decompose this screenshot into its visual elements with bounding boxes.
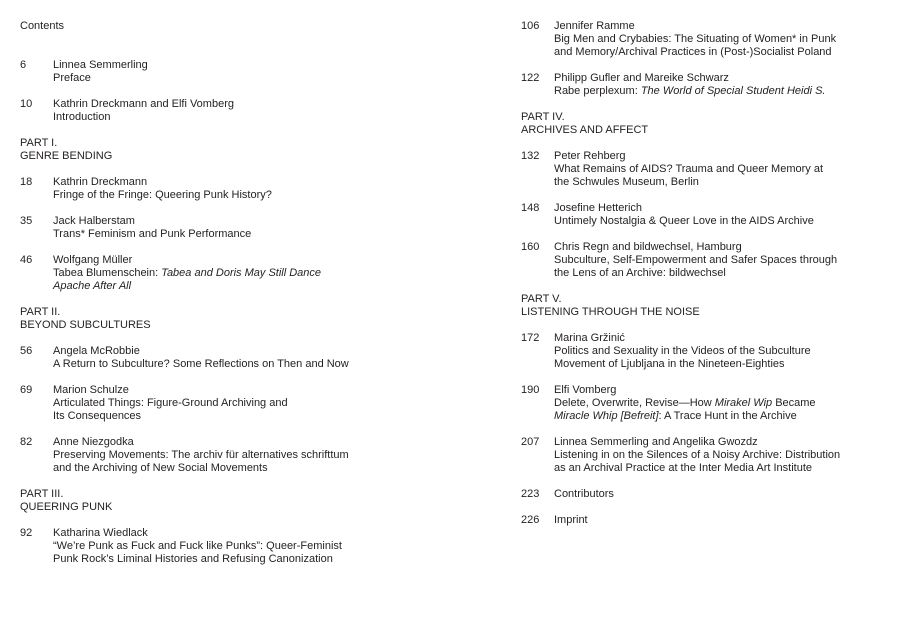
entry-author: Chris Regn and bildwechsel, Hamburg: [554, 241, 742, 253]
part-title: BEYOND SUBCULTURES: [20, 319, 151, 331]
page-number: 92: [20, 527, 33, 539]
page-number: 56: [20, 345, 33, 357]
toc-entry[interactable]: [521, 72, 891, 98]
part-label: PART III.: [20, 488, 64, 500]
entry-body: [554, 436, 891, 475]
entry-title: Big Men and Crybabies: The Situating of Women* in Punk and Memory/Archival Practices in (Post-)Socialist Poland: [554, 33, 837, 58]
toc-entry[interactable]: [521, 150, 891, 189]
entry-title: Untimely Nostalgia & Queer Love in the AIDS Archive: [554, 215, 814, 227]
entry-title: Fringe of the Fringe: Queering Punk History?: [53, 189, 272, 201]
toc-entry[interactable]: [521, 488, 891, 501]
page-number: 148: [521, 202, 540, 214]
toc-entry[interactable]: [521, 202, 891, 228]
entry-author: Peter Rehberg: [554, 150, 626, 162]
toc-entry[interactable]: [521, 436, 891, 475]
entry-body: [554, 488, 891, 501]
toc-left-list: [20, 59, 430, 566]
part-label: PART I.: [20, 137, 58, 149]
part-title: LISTENING THROUGH THE NOISE: [521, 306, 700, 318]
toc-entry[interactable]: [20, 176, 430, 202]
toc-entry[interactable]: [521, 384, 891, 423]
toc-entry[interactable]: [521, 241, 891, 280]
page-number: 190: [521, 384, 540, 396]
page-number: 18: [20, 176, 33, 188]
entry-body: [554, 150, 891, 189]
part-heading: [20, 306, 430, 332]
entry-author: Imprint: [554, 514, 588, 526]
entry-author: Anne Niezgodka: [53, 436, 134, 448]
entry-author: Wolfgang Müller: [53, 254, 133, 266]
entry-body: [53, 215, 430, 241]
entry-body: [53, 527, 430, 566]
entry-title: Rabe perplexum: The World of Special Student Heidi S.: [554, 85, 826, 97]
page-number: 160: [521, 241, 540, 253]
entry-author: Kathrin Dreckmann and Elfi Vomberg: [53, 98, 234, 110]
page-number: 226: [521, 514, 540, 526]
entry-body: [53, 176, 430, 202]
entry-title: Listening in on the Silences of a Noisy Archive: Distribution as an Archival Practice at the Inter Media Art Institute: [554, 449, 841, 474]
entry-title: Delete, Overwrite, Revise—How Mirakel Wip Became Miracle Whip [Befreit]: A Trace Hunt in the Archive: [554, 397, 816, 422]
page-number: 132: [521, 150, 540, 162]
entry-author: Josefine Hetterich: [554, 202, 643, 214]
italic-title-part: Mirakel Wip: [714, 397, 773, 409]
entry-body: [53, 384, 430, 423]
toc-left-column: [20, 20, 430, 579]
entry-author: Linnea Semmerling: [53, 59, 148, 71]
italic-title-part: Tabea and Doris May Still Dance Apache After All: [53, 267, 322, 292]
part-label: PART V.: [521, 293, 562, 305]
entry-body: [554, 384, 891, 423]
entry-body: [53, 345, 430, 371]
entry-author: Linnea Semmerling and Angelika Gwozdz: [554, 436, 758, 448]
entry-author: Jennifer Ramme: [554, 20, 635, 32]
entry-author: Marina Gržinić: [554, 332, 625, 344]
entry-body: [554, 514, 891, 527]
entry-body: [554, 20, 891, 59]
entry-title: Preface: [53, 72, 91, 84]
entry-body: [53, 436, 430, 475]
page-number: 46: [20, 254, 33, 266]
entry-body: [554, 72, 891, 98]
entry-author: Angela McRobbie: [53, 345, 140, 357]
toc-entry[interactable]: [521, 20, 891, 59]
part-heading: [521, 111, 891, 137]
page-number: 223: [521, 488, 540, 500]
toc-entry[interactable]: [521, 332, 891, 371]
entry-title: Introduction: [53, 111, 111, 123]
page-number: 6: [20, 59, 27, 71]
entry-title: Tabea Blumenschein: Tabea and Doris May Still Dance Apache After All: [53, 267, 322, 292]
entry-body: [53, 59, 430, 85]
entry-author: Jack Halberstam: [53, 215, 135, 227]
entry-title: “We’re Punk as Fuck and Fuck like Punks”: Queer-Feminist Punk Rock’s Liminal Histories and Refusing Canonization: [53, 540, 342, 565]
part-title: GENRE BENDING: [20, 150, 113, 162]
part-title: ARCHIVES AND AFFECT: [521, 124, 649, 136]
entry-body: [53, 254, 430, 293]
page-number: 69: [20, 384, 33, 396]
entry-title: Politics and Sexuality in the Videos of the Subculture Movement of Ljubljana in the Nineteen-Eighties: [554, 345, 811, 370]
italic-title-part: Miracle Whip [Befreit]: [554, 410, 659, 422]
toc-entry[interactable]: [20, 254, 430, 293]
entry-body: [554, 241, 891, 280]
entry-author: Philipp Gufler and Mareike Schwarz: [554, 72, 729, 84]
entry-title: Subculture, Self-Empowerment and Safer Spaces through the Lens of an Archive: bildwechsel: [554, 254, 838, 279]
entry-title: A Return to Subculture? Some Reflections on Then and Now: [53, 358, 349, 370]
page-number: 122: [521, 72, 540, 84]
page-number: 10: [20, 98, 33, 110]
toc-entry[interactable]: [20, 59, 430, 85]
toc-entry[interactable]: [20, 345, 430, 371]
page-number: 35: [20, 215, 33, 227]
page-number: 207: [521, 436, 540, 448]
entry-title: What Remains of AIDS? Trauma and Queer Memory at the Schwules Museum, Berlin: [554, 163, 824, 188]
entry-title: Articulated Things: Figure-Ground Archiving and Its Consequences: [53, 397, 288, 422]
toc-entry[interactable]: [20, 98, 430, 124]
toc-entry[interactable]: [20, 527, 430, 566]
entry-author: Contributors: [554, 488, 614, 500]
toc-entry[interactable]: [20, 384, 430, 423]
entry-body: [53, 98, 430, 124]
page-number: 106: [521, 20, 540, 32]
page-number: 82: [20, 436, 33, 448]
part-heading: [20, 137, 430, 163]
entry-author: Kathrin Dreckmann: [53, 176, 148, 188]
toc-right-list: [521, 20, 891, 527]
entry-title: Preserving Movements: The archiv für alternatives schrifttum and the Archiving of New Social Movements: [53, 449, 349, 474]
toc-right-column: [521, 20, 891, 540]
part-heading: [521, 293, 891, 319]
part-heading: [20, 488, 430, 514]
part-title: QUEERING PUNK: [20, 501, 113, 513]
entry-author: Elfi Vomberg: [554, 384, 617, 396]
entry-body: [554, 202, 891, 228]
toc-entry[interactable]: [20, 436, 430, 475]
toc-entry[interactable]: [521, 514, 891, 527]
italic-title-part: The World of Special Student Heidi S.: [640, 85, 826, 97]
entry-author: Marion Schulze: [53, 384, 129, 396]
entry-author: Katharina Wiedlack: [53, 527, 148, 539]
entry-body: [554, 332, 891, 371]
part-label: PART IV.: [521, 111, 565, 123]
toc-entry[interactable]: [20, 215, 430, 241]
page-number: 172: [521, 332, 540, 344]
entry-title: Trans* Feminism and Punk Performance: [53, 228, 252, 240]
part-label: PART II.: [20, 306, 61, 318]
contents-heading: Contents: [20, 20, 65, 32]
